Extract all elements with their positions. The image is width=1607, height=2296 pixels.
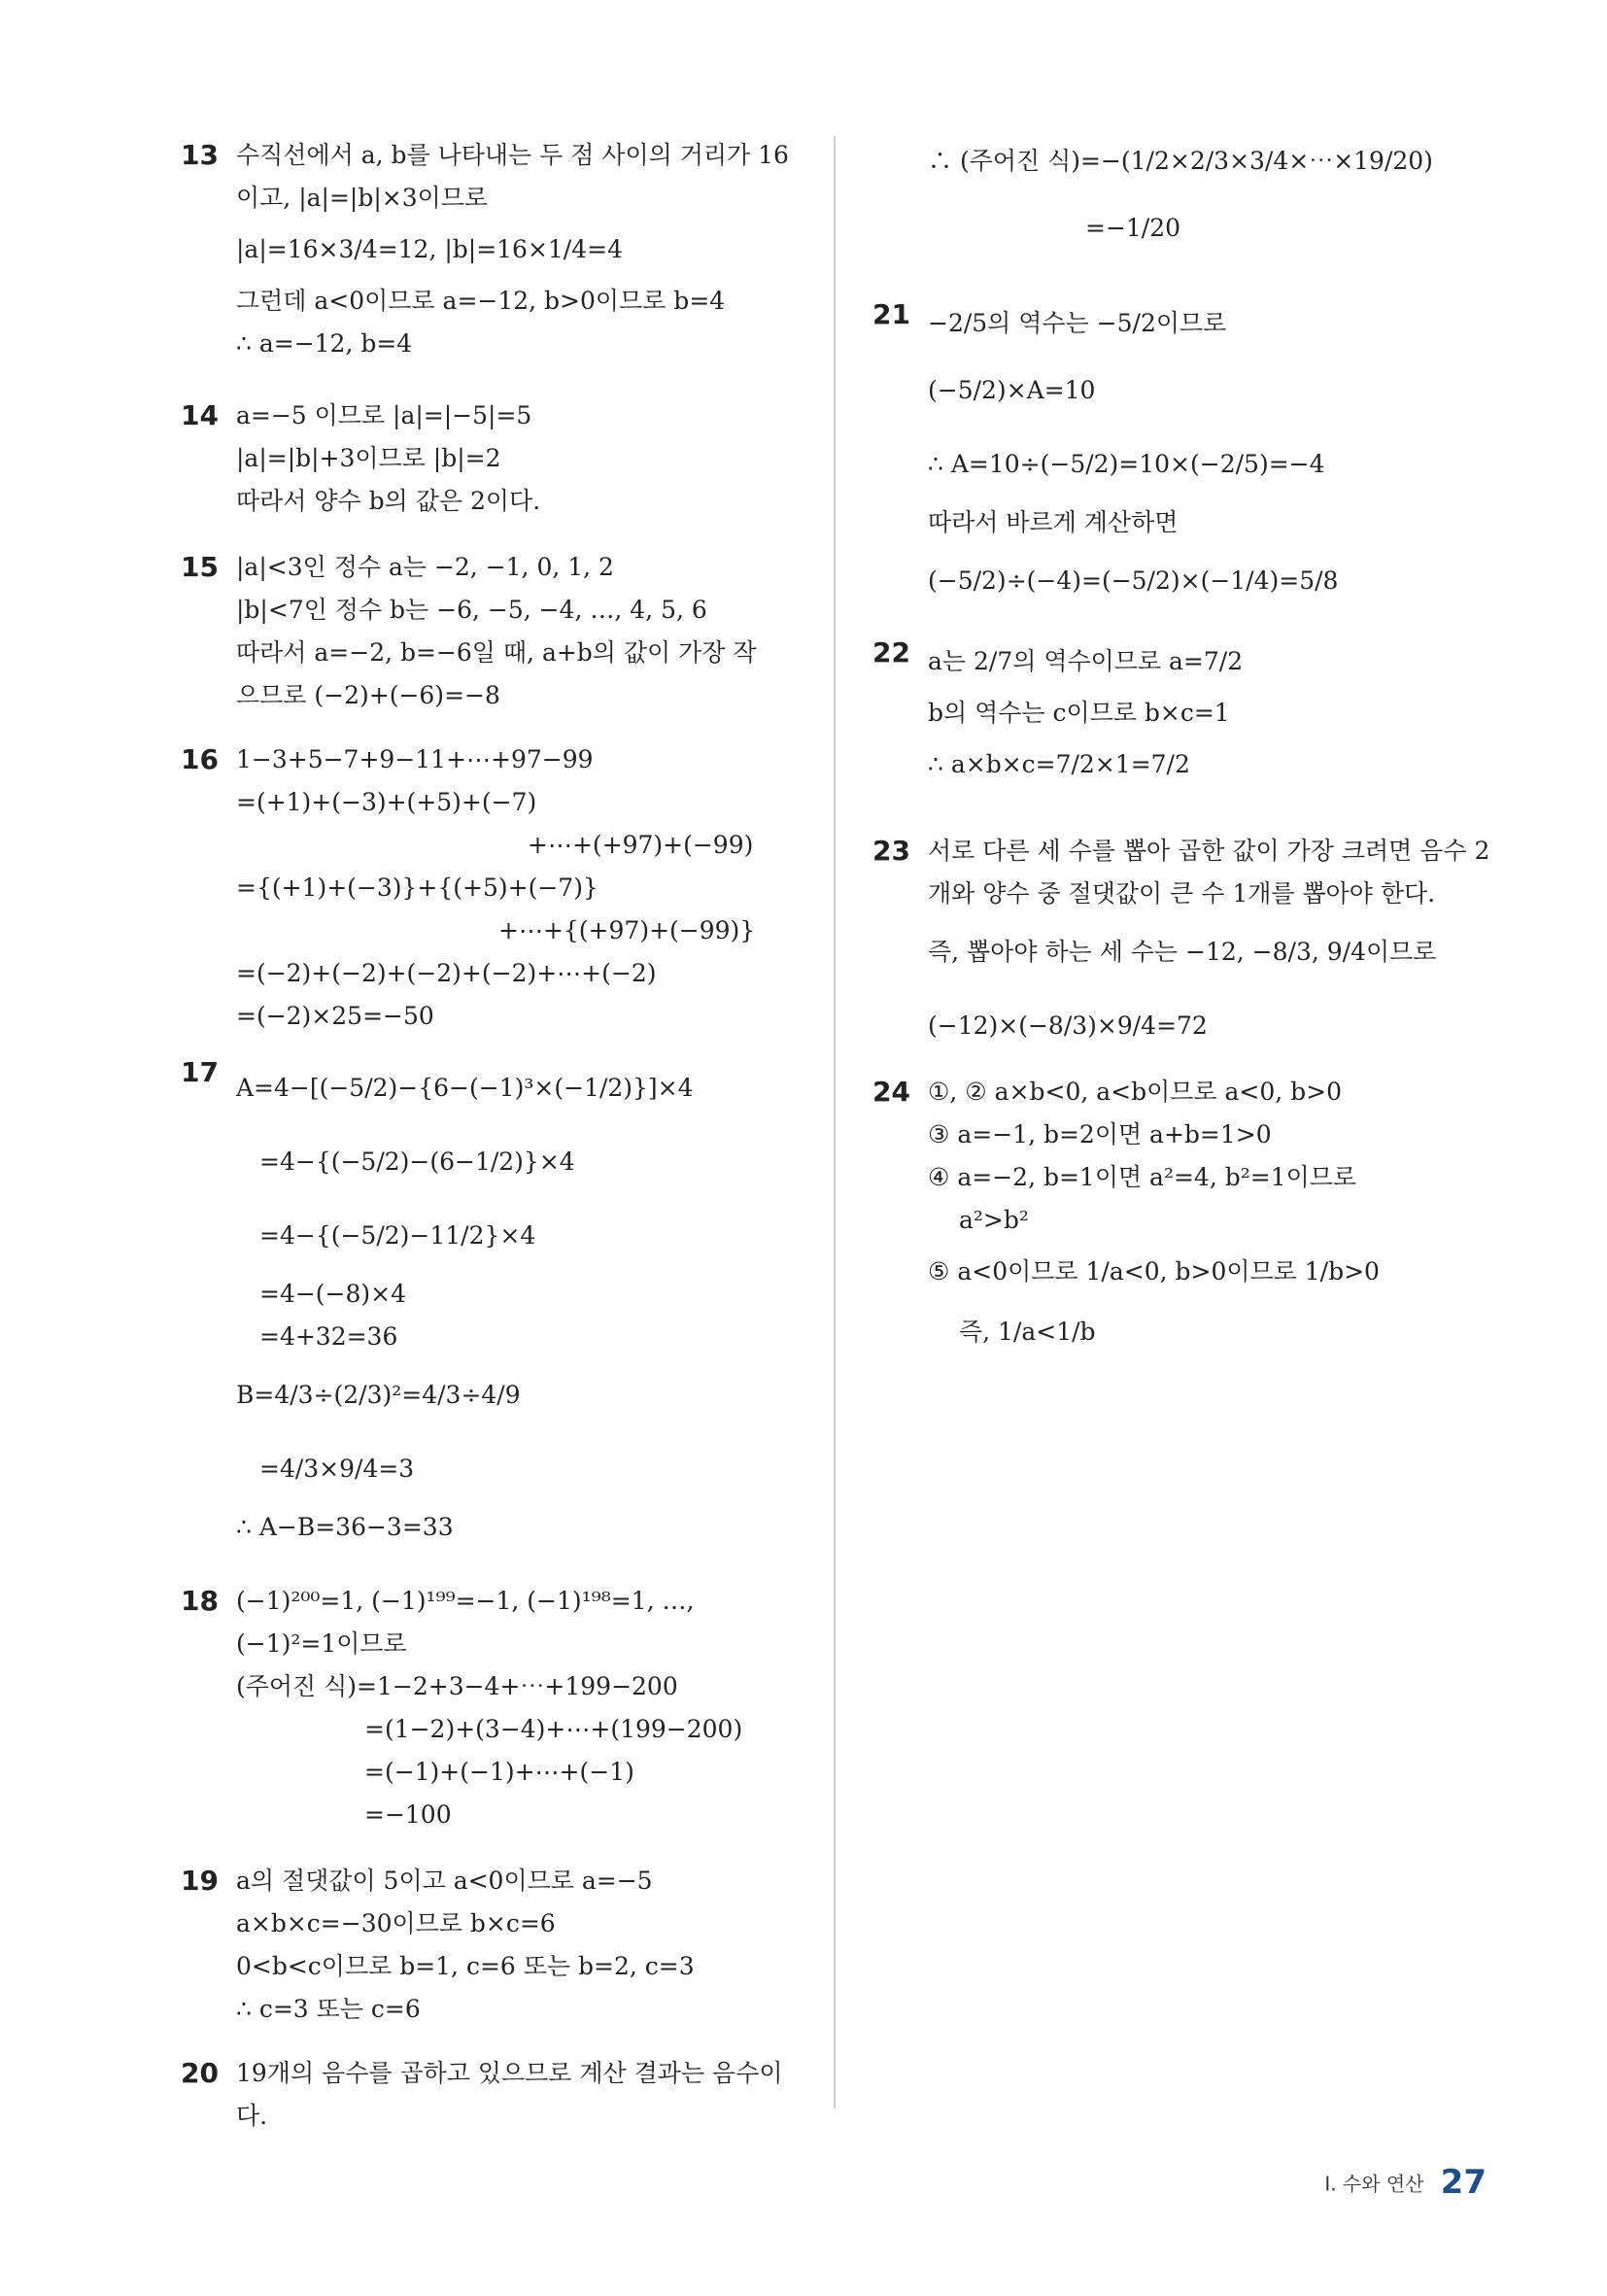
problem-18 bbox=[181, 1580, 803, 1836]
problem-number: 15 bbox=[181, 551, 219, 583]
solution-line: 이고, |a|=|b|×3이므로 bbox=[236, 184, 489, 212]
problem-17 bbox=[181, 1051, 803, 1549]
problem-number: 24 bbox=[872, 1076, 910, 1108]
solution-line: 따라서 바르게 계산하면 bbox=[928, 508, 1179, 536]
solution-line: A=4−[(−5/2)−{6−(−1)³×(−1/2)}]×4 bbox=[236, 1074, 694, 1102]
problem-number: 16 bbox=[181, 743, 219, 775]
problem-continued bbox=[872, 124, 1494, 258]
solution-line: (주어진 식)=1−2+3−4+⋯+199−200 bbox=[236, 1672, 678, 1700]
problem-number: 19 bbox=[181, 1865, 219, 1897]
solution-line: =(−2)×25=−50 bbox=[236, 1002, 434, 1030]
solution-line: (−5/2)×A=10 bbox=[928, 376, 1096, 404]
problem-number: 13 bbox=[181, 139, 219, 171]
solution-line: ③ a=−1, b=2이면 a+b=1>0 bbox=[928, 1120, 1272, 1148]
column-divider bbox=[834, 136, 836, 2108]
problem-16 bbox=[181, 738, 803, 1038]
problem-19 bbox=[181, 1860, 803, 2031]
solution-line: =(−2)+(−2)+(−2)+(−2)+⋯+(−2) bbox=[236, 959, 657, 987]
solution-line: 따라서 a=−2, b=−6일 때, a+b의 값이 가장 작 bbox=[236, 638, 757, 667]
solution-line: =(+1)+(−3)+(+5)+(−7) bbox=[236, 788, 537, 816]
solution-line: a×b×c=−30이므로 b×c=6 bbox=[236, 1909, 556, 1937]
page-footer bbox=[1324, 2163, 1487, 2202]
solution-line: =−100 bbox=[364, 1800, 452, 1829]
solution-line: ∴ a×b×c=7/2×1=7/2 bbox=[928, 750, 1190, 778]
problem-number: 14 bbox=[181, 399, 219, 431]
problem-23 bbox=[872, 830, 1494, 1063]
solution-line: 따라서 양수 b의 값은 2이다. bbox=[236, 487, 541, 515]
problem-20 bbox=[181, 2052, 803, 2138]
solution-line: ∴ A=10÷(−5/2)=10×(−2/5)=−4 bbox=[928, 450, 1325, 478]
solution-line: 즉, 1/a<1/b bbox=[959, 1318, 1096, 1346]
problem-13 bbox=[181, 134, 803, 365]
page-number: 27 bbox=[1440, 2163, 1487, 2202]
solution-line: 1−3+5−7+9−11+⋯+97−99 bbox=[236, 745, 594, 773]
solution-line: B=4/3÷(2/3)²=4/3÷4/9 bbox=[236, 1381, 521, 1409]
solution-line: −2/5의 역수는 −5/2이므로 bbox=[928, 309, 1227, 337]
solution-line: |a|<3인 정수 a는 −2, −1, 0, 1, 2 bbox=[236, 553, 614, 581]
problem-number: 17 bbox=[181, 1056, 219, 1088]
solution-line: =4+32=36 bbox=[259, 1322, 398, 1351]
solution-line: =4/3×9/4=3 bbox=[259, 1455, 415, 1483]
solution-line: ∴ A−B=36−3=33 bbox=[236, 1513, 454, 1541]
solution-line: =4−(−8)×4 bbox=[259, 1280, 407, 1308]
solution-line: +⋯+(+97)+(−99) bbox=[528, 831, 754, 859]
solution-line: ∴ a=−12, b=4 bbox=[236, 329, 413, 358]
solution-line: (−1)²=1이므로 bbox=[236, 1629, 407, 1658]
solution-line: 다. bbox=[236, 2102, 268, 2130]
solution-line: +⋯+{(+97)+(−99)} bbox=[498, 916, 756, 944]
solution-line: =(−1)+(−1)+⋯+(−1) bbox=[364, 1758, 634, 1786]
solution-line: |a|=|b|+3이므로 |b|=2 bbox=[236, 444, 501, 472]
solution-line: (−1)²⁰⁰=1, (−1)¹⁹⁹=−1, (−1)¹⁹⁸=1, …, bbox=[236, 1587, 695, 1615]
solution-line: ①, ② a×b<0, a<b이므로 a<0, b>0 bbox=[928, 1078, 1343, 1106]
solution-line: 0<b<c이므로 b=1, c=6 또는 b=2, c=3 bbox=[236, 1952, 695, 1980]
solution-line: |b|<7인 정수 b는 −6, −5, −4, …, 4, 5, 6 bbox=[236, 596, 707, 624]
solution-line: =4−{(−5/2)−11/2}×4 bbox=[259, 1221, 536, 1250]
solution-line: 개와 양수 중 절댓값이 큰 수 1개를 뽑아야 한다. bbox=[928, 879, 1436, 908]
solution-line: a=−5 이므로 |a|=|−5|=5 bbox=[236, 401, 532, 429]
problem-15 bbox=[181, 546, 803, 717]
problem-number: 18 bbox=[181, 1585, 219, 1617]
solution-line: |a|=16×3/4=12, |b|=16×1/4=4 bbox=[236, 235, 623, 263]
solution-line: ④ a=−2, b=1이면 a²=4, b²=1이므로 bbox=[928, 1163, 1357, 1191]
solution-line: =4−{(−5/2)−(6−1/2)}×4 bbox=[259, 1148, 575, 1176]
problem-number: 22 bbox=[872, 636, 910, 668]
solution-line: a²>b² bbox=[959, 1206, 1029, 1234]
problem-24 bbox=[872, 1071, 1494, 1362]
solution-line: ∴ c=3 또는 c=6 bbox=[236, 1995, 421, 2023]
problem-number: 23 bbox=[872, 835, 910, 867]
solution-line: a는 2/7의 역수이므로 a=7/2 bbox=[928, 647, 1244, 675]
solution-line: (−5/2)÷(−4)=(−5/2)×(−1/4)=5/8 bbox=[928, 566, 1339, 595]
problem-22 bbox=[872, 632, 1494, 795]
solution-line: b의 역수는 c이므로 b×c=1 bbox=[928, 699, 1230, 727]
solution-line: 19개의 음수를 곱하고 있으므로 계산 결과는 음수이 bbox=[236, 2059, 783, 2087]
problem-21 bbox=[872, 293, 1494, 618]
solution-line: ={(+1)+(−3)}+{(+5)+(−7)} bbox=[236, 874, 598, 902]
problem-number: 21 bbox=[872, 298, 910, 330]
solution-line: (−12)×(−8/3)×9/4=72 bbox=[928, 1011, 1208, 1040]
solution-line: 그런데 a<0이므로 a=−12, b>0이므로 b=4 bbox=[236, 287, 726, 315]
section-title: Ⅰ. 수와 연산 bbox=[1324, 2172, 1424, 2196]
problem-number: 20 bbox=[181, 2057, 219, 2089]
solution-line: 즉, 뽑아야 하는 세 수는 −12, −8/3, 9/4이므로 bbox=[928, 938, 1437, 966]
solution-line: 서로 다른 세 수를 뽑아 곱한 값이 가장 크려면 음수 2 bbox=[928, 837, 1490, 865]
solution-line: a의 절댓값이 5이고 a<0이므로 a=−5 bbox=[236, 1867, 653, 1895]
solution-line: ⑤ a<0이므로 1/a<0, b>0이므로 1/b>0 bbox=[928, 1257, 1380, 1285]
solution-line: 으므로 (−2)+(−6)=−8 bbox=[236, 681, 500, 709]
solution-line: 수직선에서 a, b를 나타내는 두 점 사이의 거리가 16 bbox=[236, 141, 789, 169]
problem-14 bbox=[181, 394, 803, 523]
solution-line: ∴ (주어진 식)=−(1/2×2/3×3/4×⋯×19/20) bbox=[928, 147, 1433, 175]
solution-line: =(1−2)+(3−4)+⋯+(199−200) bbox=[364, 1715, 743, 1743]
solution-line: =−1/20 bbox=[1085, 214, 1181, 242]
